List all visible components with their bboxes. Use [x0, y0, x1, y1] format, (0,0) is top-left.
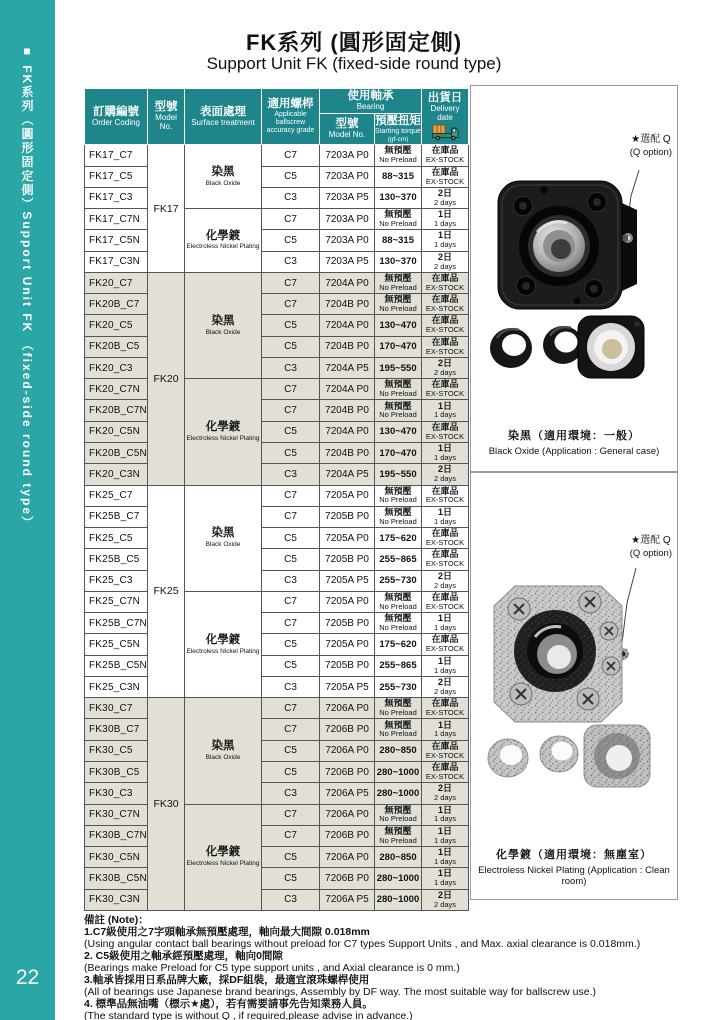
table-row — [85, 272, 469, 293]
delivery-truck-icon — [422, 124, 468, 141]
table-row — [85, 528, 469, 549]
order-code-cell: FK30_C7N — [85, 804, 148, 825]
notes-title: 備註 (Note)： — [84, 914, 149, 926]
starting-torque-cell: 255~730 — [375, 676, 422, 697]
delivery-cell: 1日 1 days — [422, 230, 469, 251]
order-code-cell: FK20B_C7 — [85, 294, 148, 315]
table-row — [85, 230, 469, 251]
starting-torque-cell: 無預壓 No Preload — [375, 613, 422, 634]
starting-torque-cell: 280~1000 — [375, 889, 422, 910]
delivery-cell: 在庫品 EX-STOCK — [422, 740, 469, 761]
model-no-cell: FK17 — [148, 145, 185, 273]
table-row — [85, 761, 469, 782]
surface-treatment-cell: 染黑 Black Oxide — [185, 145, 262, 209]
bearing-model-cell: 7203A P0 — [320, 145, 375, 166]
bearing-model-cell: 7205A P0 — [320, 634, 375, 655]
order-code-cell: FK17_C5 — [85, 166, 148, 187]
table-row — [85, 357, 469, 378]
accuracy-grade-cell: C3 — [262, 783, 320, 804]
order-code-cell: FK17_C5N — [85, 230, 148, 251]
bearing-model-cell: 7205B P0 — [320, 506, 375, 527]
order-code-cell: FK20_C3N — [85, 464, 148, 485]
delivery-cell: 在庫品 EX-STOCK — [422, 634, 469, 655]
photo-caption: 化學鍍（適用環境：無塵室） Electroless Nickel Plating (Application : Clean room) — [478, 849, 670, 887]
delivery-cell: 1日 1 days — [422, 868, 469, 889]
header-model-no: 型號 Model No. — [148, 89, 185, 145]
bearing-model-cell: 7204A P0 — [320, 421, 375, 442]
order-code-cell: FK25_C5 — [85, 528, 148, 549]
bearing-model-cell: 7204B P0 — [320, 400, 375, 421]
bearing-model-cell: 7206B P0 — [320, 719, 375, 740]
bearing-model-cell: 7206A P0 — [320, 804, 375, 825]
delivery-cell: 在庫品 EX-STOCK — [422, 485, 469, 506]
bearing-model-cell: 7206A P5 — [320, 889, 375, 910]
starting-torque-cell: 130~370 — [375, 187, 422, 208]
bearing-model-cell: 7203A P0 — [320, 166, 375, 187]
order-code-cell: FK30_C7 — [85, 698, 148, 719]
delivery-cell: 在庫品 EX-STOCK — [422, 336, 469, 357]
header-surface-treatment: 表面處理 Surface treatment — [185, 89, 262, 145]
order-code-cell: FK17_C3N — [85, 251, 148, 272]
order-code-cell: FK17_C3 — [85, 187, 148, 208]
accuracy-grade-cell: C7 — [262, 209, 320, 230]
order-code-cell: FK30B_C5 — [85, 761, 148, 782]
delivery-cell: 1日 1 days — [422, 804, 469, 825]
starting-torque-cell: 無預壓 No Preload — [375, 145, 422, 166]
surface-treatment-cell: 化學鍍 Electroless Nickel Plating — [185, 209, 262, 273]
bearing-model-cell: 7206A P0 — [320, 740, 375, 761]
model-no-cell: FK20 — [148, 272, 185, 485]
starting-torque-cell: 無預壓 No Preload — [375, 698, 422, 719]
starting-torque-cell: 88~315 — [375, 230, 422, 251]
order-code-cell: FK30B_C7 — [85, 719, 148, 740]
accuracy-grade-cell: C5 — [262, 315, 320, 336]
bearing-model-cell: 7203A P5 — [320, 251, 375, 272]
starting-torque-cell: 280~1000 — [375, 761, 422, 782]
accuracy-grade-cell: C3 — [262, 570, 320, 591]
accuracy-grade-cell: C5 — [262, 655, 320, 676]
table-row — [85, 549, 469, 570]
header-bearing: 使用軸承 Bearing — [320, 89, 422, 114]
delivery-cell: 在庫品 EX-STOCK — [422, 591, 469, 612]
table-row — [85, 655, 469, 676]
starting-torque-cell: 255~730 — [375, 570, 422, 591]
starting-torque-cell: 無預壓 No Preload — [375, 294, 422, 315]
accuracy-grade-cell: C5 — [262, 740, 320, 761]
accuracy-grade-cell: C5 — [262, 549, 320, 570]
order-code-cell: FK25B_C7N — [85, 613, 148, 634]
table-row — [85, 485, 469, 506]
order-code-cell: FK20_C7 — [85, 272, 148, 293]
table-header — [85, 89, 469, 145]
starting-torque-cell: 無預壓 No Preload — [375, 719, 422, 740]
table-row — [85, 506, 469, 527]
accuracy-grade-cell: C3 — [262, 889, 320, 910]
photo-caption: 染黑（適用環境：一般） Black Oxide (Application : General case) — [488, 430, 660, 457]
delivery-cell: 在庫品 EX-STOCK — [422, 294, 469, 315]
table-row — [85, 336, 469, 357]
bearing-model-cell: 7204B P0 — [320, 443, 375, 464]
order-code-cell: FK30B_C5N — [85, 868, 148, 889]
delivery-cell: 在庫品 EX-STOCK — [422, 145, 469, 166]
note-line: 4. 標準品無油嘴（標示★處），若有需要請事先告知業務人員。 — [84, 998, 373, 1010]
accuracy-grade-cell: C3 — [262, 464, 320, 485]
accuracy-grade-cell: C7 — [262, 613, 320, 634]
bearing-model-cell: 7205A P0 — [320, 485, 375, 506]
starting-torque-cell: 無預壓 No Preload — [375, 272, 422, 293]
table-row — [85, 145, 469, 166]
note-line: (All of bearings use Japanese brand bearings, Assembly by DF way. The most suitable way for ballscrew use.) — [84, 986, 597, 998]
order-code-cell: FK25_C3N — [85, 676, 148, 697]
model-no-cell: FK25 — [148, 485, 185, 698]
delivery-cell: 2日 2 days — [422, 357, 469, 378]
order-code-cell: FK25B_C5N — [85, 655, 148, 676]
table-row — [85, 251, 469, 272]
table-row — [85, 464, 469, 485]
note-line: (Bearings make Preload for C5 type support units , and Axial clearance is 0 mm.) — [84, 962, 460, 974]
surface-treatment-cell: 化學鍍 Electroless Nickel Plating — [185, 804, 262, 910]
order-code-cell: FK25_C3 — [85, 570, 148, 591]
header-delivery-date: 出貨日 Delivery date — [422, 89, 469, 145]
delivery-cell: 在庫品 EX-STOCK — [422, 761, 469, 782]
order-code-cell: FK30_C5N — [85, 847, 148, 868]
table-row — [85, 166, 469, 187]
bearing-model-cell: 7206A P0 — [320, 698, 375, 719]
order-code-cell: FK30B_C7N — [85, 825, 148, 846]
starting-torque-cell: 130~470 — [375, 421, 422, 442]
starting-torque-cell: 195~550 — [375, 464, 422, 485]
sidebar — [0, 0, 55, 1020]
header-order-coding: 訂購編號 Order Coding — [85, 89, 148, 145]
table-row — [85, 421, 469, 442]
starting-torque-cell: 無預壓 No Preload — [375, 804, 422, 825]
note-line: 3.軸承皆採用日系品牌大廠，採DF組裝，最適宜滾珠螺桿使用 — [84, 974, 370, 986]
delivery-cell: 2日 2 days — [422, 251, 469, 272]
table-row — [85, 294, 469, 315]
delivery-cell: 在庫品 EX-STOCK — [422, 421, 469, 442]
note-line: (The standard type is without Q , if required,please advise in advance.) — [84, 1010, 413, 1020]
bearing-model-cell: 7204B P0 — [320, 336, 375, 357]
accuracy-grade-cell: C7 — [262, 719, 320, 740]
delivery-cell: 在庫品 EX-STOCK — [422, 528, 469, 549]
delivery-cell: 1日 1 days — [422, 443, 469, 464]
model-no-cell: FK30 — [148, 698, 185, 911]
table-row — [85, 719, 469, 740]
table-row — [85, 889, 469, 910]
note-line: (Using angular contact ball bearings without preload for C7 types Support Units , and Max. axial clearance is 0.018mm.) — [84, 938, 641, 950]
starting-torque-cell: 280~1000 — [375, 868, 422, 889]
bearing-model-cell: 7203A P0 — [320, 209, 375, 230]
order-code-cell: FK30_C5 — [85, 740, 148, 761]
accuracy-grade-cell: C7 — [262, 506, 320, 527]
table-row — [85, 315, 469, 336]
delivery-cell: 1日 1 days — [422, 400, 469, 421]
order-code-cell: FK17_C7 — [85, 145, 148, 166]
bearing-model-cell: 7206A P5 — [320, 783, 375, 804]
table-row — [85, 570, 469, 591]
page-title-zh: FK系列 (圓形固定側) — [245, 30, 463, 55]
starting-torque-cell: 280~850 — [375, 847, 422, 868]
order-code-cell: FK20_C3 — [85, 357, 148, 378]
surface-treatment-cell: 化學鍍 Electroless Nickel Plating — [185, 591, 262, 697]
note-line: 1.C7級使用之7字頭軸承無預壓處理，軸向最大間隙 0.018mm — [84, 926, 370, 938]
bearing-model-cell: 7205B P0 — [320, 549, 375, 570]
bearing-model-cell: 7204A P0 — [320, 315, 375, 336]
surface-treatment-cell: 染黑 Black Oxide — [185, 485, 262, 591]
delivery-cell: 1日 1 days — [422, 613, 469, 634]
bearing-model-cell: 7205A P5 — [320, 676, 375, 697]
bearing-model-cell: 7206B P0 — [320, 825, 375, 846]
bearing-model-cell: 7203A P0 — [320, 230, 375, 251]
starting-torque-cell: 170~470 — [375, 443, 422, 464]
bearing-model-cell: 7206A P0 — [320, 847, 375, 868]
accuracy-grade-cell: C5 — [262, 528, 320, 549]
order-code-cell: FK30_C3N — [85, 889, 148, 910]
accuracy-grade-cell: C5 — [262, 230, 320, 251]
delivery-cell: 在庫品 EX-STOCK — [422, 379, 469, 400]
accuracy-grade-cell: C3 — [262, 251, 320, 272]
table-row — [85, 698, 469, 719]
header-starting-torque: 預壓扭矩 Starting torque (gf-cm) — [375, 115, 421, 144]
accuracy-grade-cell: C5 — [262, 634, 320, 655]
accuracy-grade-cell: C5 — [262, 421, 320, 442]
delivery-cell: 2日 2 days — [422, 187, 469, 208]
delivery-cell: 1日 1 days — [422, 506, 469, 527]
bearing-model-cell: 7205A P0 — [320, 591, 375, 612]
bearing-model-cell: 7204A P0 — [320, 272, 375, 293]
bearing-model-cell: 7205B P0 — [320, 613, 375, 634]
q-option-label: ★選配 Q (Q option) — [629, 535, 672, 559]
bearing-model-cell: 7205B P0 — [320, 655, 375, 676]
delivery-cell: 2日 2 days — [422, 464, 469, 485]
accuracy-grade-cell: C5 — [262, 761, 320, 782]
starting-torque-cell: 無預壓 No Preload — [375, 209, 422, 230]
order-code-cell: FK20_C5 — [85, 315, 148, 336]
accuracy-grade-cell: C3 — [262, 357, 320, 378]
table-row — [85, 591, 469, 612]
starting-torque-cell: 195~550 — [375, 357, 422, 378]
order-code-cell: FK17_C7N — [85, 209, 148, 230]
accuracy-grade-cell: C5 — [262, 443, 320, 464]
table-row — [85, 740, 469, 761]
notes-section — [84, 914, 664, 1020]
delivery-cell: 1日 1 days — [422, 719, 469, 740]
note-line: 2. C5級使用之軸承經預壓處理，軸向0間隙 — [84, 950, 283, 962]
delivery-cell: 1日 1 days — [422, 825, 469, 846]
order-code-cell: FK25_C7 — [85, 485, 148, 506]
page-title-en: Support Unit FK (fixed-side round type) — [206, 54, 502, 73]
delivery-cell: 1日 1 days — [422, 847, 469, 868]
starting-torque-cell: 280~1000 — [375, 783, 422, 804]
table-row — [85, 209, 469, 230]
accuracy-grade-cell: C7 — [262, 804, 320, 825]
accuracy-grade-cell: C5 — [262, 868, 320, 889]
starting-torque-cell: 130~470 — [375, 315, 422, 336]
bearing-model-cell: 7205A P0 — [320, 528, 375, 549]
table-row — [85, 443, 469, 464]
order-code-cell: FK20B_C5N — [85, 443, 148, 464]
accuracy-grade-cell: C7 — [262, 145, 320, 166]
bearing-model-cell: 7206B P0 — [320, 868, 375, 889]
accuracy-grade-cell: C7 — [262, 272, 320, 293]
starting-torque-cell: 255~865 — [375, 655, 422, 676]
delivery-cell: 在庫品 EX-STOCK — [422, 698, 469, 719]
bearing-model-cell: 7203A P5 — [320, 187, 375, 208]
header-accuracy-grade: 適用螺桿 Applicable ballscrew accuracy grade — [262, 89, 320, 145]
table-row — [85, 187, 469, 208]
table-row — [85, 676, 469, 697]
order-code-cell: FK25_C5N — [85, 634, 148, 655]
table-row — [85, 783, 469, 804]
nickel-plating-photo-panel — [470, 472, 678, 900]
table-row — [85, 868, 469, 889]
delivery-cell: 在庫品 EX-STOCK — [422, 315, 469, 336]
starting-torque-cell: 255~865 — [375, 549, 422, 570]
table-row — [85, 613, 469, 634]
page-number: 22 — [15, 966, 40, 989]
bearing-model-cell: 7204A P5 — [320, 357, 375, 378]
starting-torque-cell: 88~315 — [375, 166, 422, 187]
bearing-model-cell: 7204A P0 — [320, 379, 375, 400]
accuracy-grade-cell: C3 — [262, 187, 320, 208]
delivery-cell: 1日 1 days — [422, 655, 469, 676]
surface-treatment-cell: 染黑 Black Oxide — [185, 698, 262, 804]
accuracy-grade-cell: C5 — [262, 336, 320, 357]
starting-torque-cell: 無預壓 No Preload — [375, 825, 422, 846]
order-code-cell: FK20B_C7N — [85, 400, 148, 421]
order-code-cell: FK20_C7N — [85, 379, 148, 400]
bearing-model-cell: 7204A P5 — [320, 464, 375, 485]
delivery-cell: 1日 1 days — [422, 209, 469, 230]
delivery-cell: 2日 2 days — [422, 889, 469, 910]
accuracy-grade-cell: C7 — [262, 825, 320, 846]
order-code-cell: FK25_C7N — [85, 591, 148, 612]
bearing-model-cell: 7205A P5 — [320, 570, 375, 591]
table-row — [85, 847, 469, 868]
accuracy-grade-cell: C7 — [262, 591, 320, 612]
table-body — [85, 145, 469, 911]
accuracy-grade-cell: C7 — [262, 400, 320, 421]
delivery-cell: 2日 2 days — [422, 676, 469, 697]
q-option-label: ★選配 Q (Q option) — [629, 134, 672, 158]
starting-torque-cell: 無預壓 No Preload — [375, 506, 422, 527]
order-code-cell: FK20_C5N — [85, 421, 148, 442]
starting-torque-cell: 170~470 — [375, 336, 422, 357]
surface-treatment-cell: 染黑 Black Oxide — [185, 272, 262, 378]
starting-torque-cell: 130~370 — [375, 251, 422, 272]
accuracy-grade-cell: C3 — [262, 676, 320, 697]
starting-torque-cell: 175~620 — [375, 634, 422, 655]
bearing-model-cell: 7206B P0 — [320, 761, 375, 782]
starting-torque-cell: 無預壓 No Preload — [375, 400, 422, 421]
table-row — [85, 825, 469, 846]
delivery-cell: 在庫品 EX-STOCK — [422, 549, 469, 570]
accuracy-grade-cell: C5 — [262, 166, 320, 187]
order-code-cell: FK30_C3 — [85, 783, 148, 804]
starting-torque-cell: 無預壓 No Preload — [375, 591, 422, 612]
sidebar-series-label: ■ FK系列（圓形固定側）Support Unit FK （fixed-side round type） — [20, 44, 34, 530]
surface-treatment-cell: 化學鍍 Electroless Nickel Plating — [185, 379, 262, 485]
starting-torque-cell: 無預壓 No Preload — [375, 485, 422, 506]
starting-torque-cell: 無預壓 No Preload — [375, 379, 422, 400]
delivery-cell: 在庫品 EX-STOCK — [422, 272, 469, 293]
accuracy-grade-cell: C7 — [262, 294, 320, 315]
accuracy-grade-cell: C7 — [262, 698, 320, 719]
delivery-cell: 2日 2 days — [422, 570, 469, 591]
header-bearing-model: 型號 Model No. — [320, 114, 375, 145]
bearing-model-cell: 7204B P0 — [320, 294, 375, 315]
starting-torque-cell: 280~850 — [375, 740, 422, 761]
delivery-cell: 2日 2 days — [422, 783, 469, 804]
order-code-cell: FK25B_C5 — [85, 549, 148, 570]
table-row — [85, 804, 469, 825]
starting-torque-cell: 175~620 — [375, 528, 422, 549]
accuracy-grade-cell: C5 — [262, 847, 320, 868]
table-row — [85, 379, 469, 400]
table-row — [85, 400, 469, 421]
order-code-cell: FK25B_C7 — [85, 506, 148, 527]
product-table — [84, 88, 469, 911]
delivery-cell: 在庫品 EX-STOCK — [422, 166, 469, 187]
black-oxide-photo-panel — [470, 85, 678, 472]
table-row — [85, 634, 469, 655]
accuracy-grade-cell: C7 — [262, 485, 320, 506]
accuracy-grade-cell: C7 — [262, 379, 320, 400]
order-code-cell: FK20B_C5 — [85, 336, 148, 357]
